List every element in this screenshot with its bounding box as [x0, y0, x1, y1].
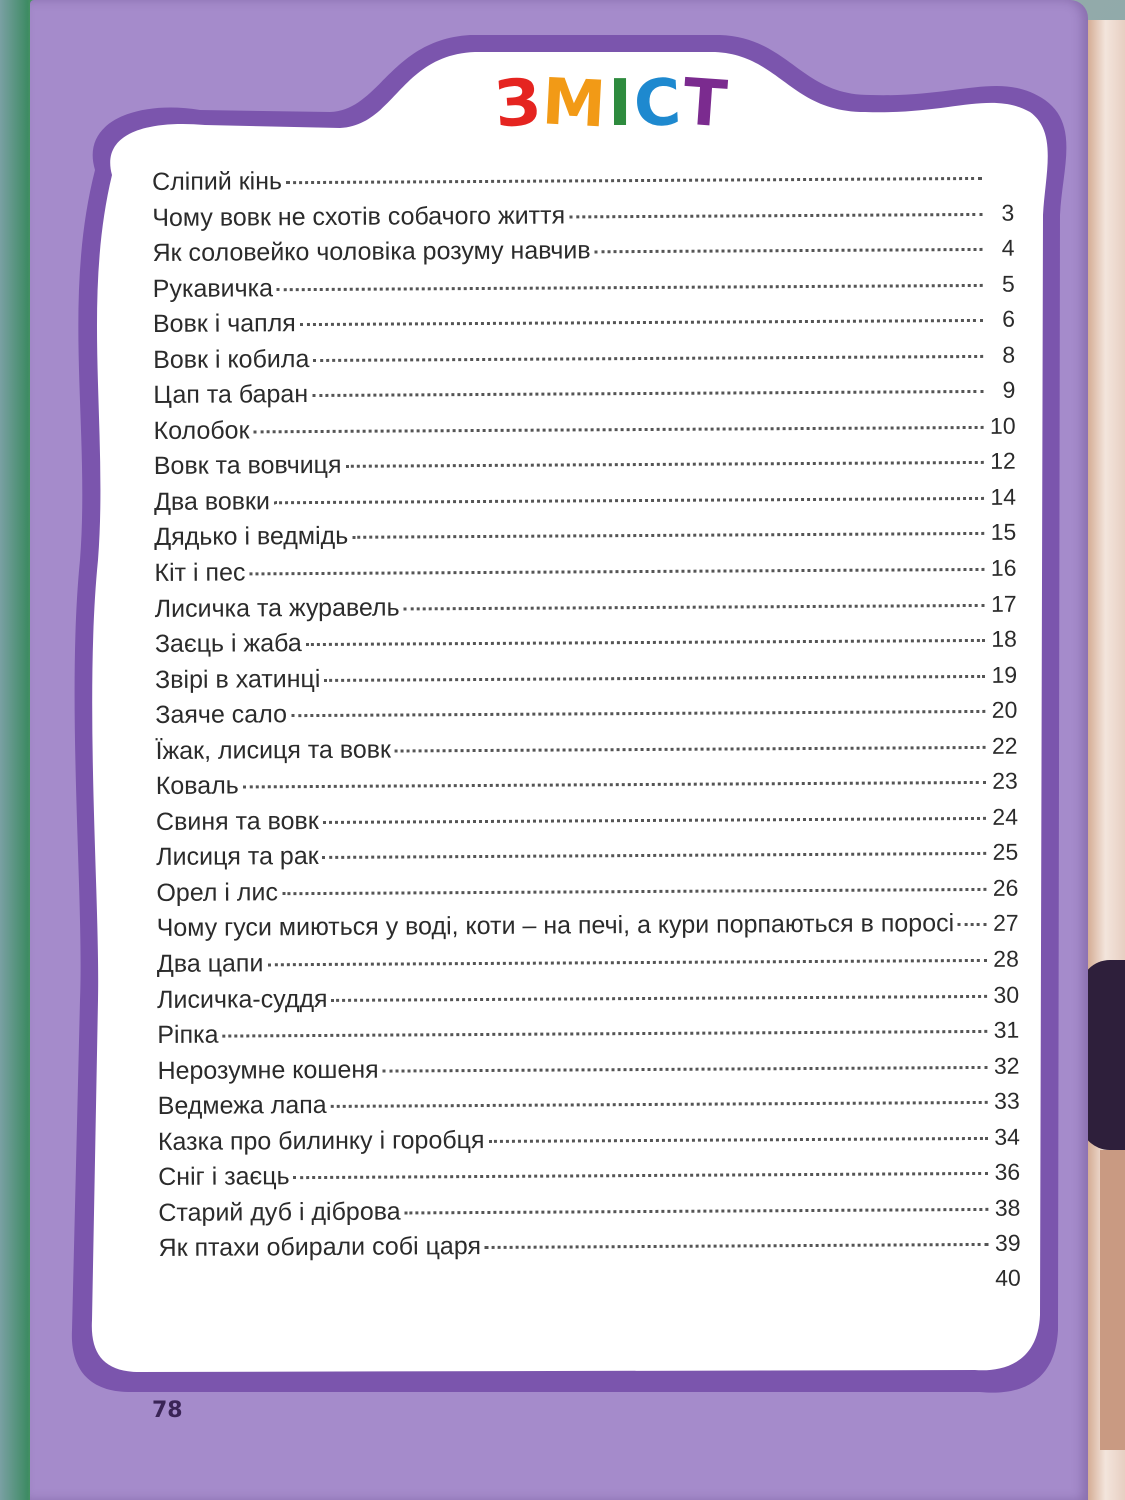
page-number: 78: [152, 1398, 183, 1423]
toc-entry-title: Колобок: [153, 416, 250, 445]
dot-leader: [267, 959, 986, 966]
toc-entry-title: Вовк та вовчиця: [153, 451, 342, 481]
toc-entry: [152, 163, 1014, 204]
dot-leader: [958, 923, 987, 926]
toc-entry: [156, 767, 1018, 808]
dot-leader: [324, 675, 985, 682]
toc-entry-page: 36: [994, 1159, 1021, 1186]
toc-entry: [153, 269, 1015, 310]
toc-entry: [152, 198, 1014, 239]
toc-entry-page: 20: [991, 696, 1018, 724]
title-letter: С: [632, 65, 685, 143]
toc-entry: [154, 554, 1016, 595]
toc-entry-title: Чому гуси миються у воді, коти – на печі, а кури порпаються в поросі: [156, 909, 955, 943]
toc-entry: [155, 589, 1017, 630]
toc-entry-title: Вовк і чапля: [152, 309, 296, 339]
toc-entry-page: 40: [995, 1264, 1021, 1291]
toc-entry-page: 32: [993, 1052, 1020, 1079]
toc-entry-title: Вовк і кобила: [153, 344, 310, 374]
toc-entry-page: 24: [992, 803, 1019, 830]
toc-entry-page: 3: [1001, 199, 1015, 226]
toc-entry-title: Дядько і ведмідь: [154, 522, 349, 552]
toc-entry-page: 23: [992, 768, 1018, 795]
toc-entry-title: Ріпка: [157, 1020, 219, 1050]
toc-entry-title: Свиня та вовк: [155, 806, 319, 836]
toc-entry-title: Казка про билинку і горобця: [157, 1125, 485, 1156]
dot-leader: [313, 355, 983, 362]
dot-leader: [300, 319, 983, 326]
toc-entry-title: Старий дуб і діброва: [158, 1197, 401, 1227]
toc-entry: [156, 874, 1018, 915]
toc-entry-title: Лисичка-суддя: [156, 984, 328, 1014]
toc-entry-page: 27: [992, 910, 1019, 937]
toc-entry: [157, 909, 1019, 950]
toc-entry: [157, 1051, 1019, 1092]
toc-entry: [155, 660, 1017, 701]
toc-entry: [154, 447, 1016, 488]
toc-entry-title: Два вовки: [153, 487, 270, 516]
toc-entry: [158, 1158, 1020, 1199]
toc-entry-page: 16: [990, 554, 1017, 581]
toc-entry-title: Сніг і заєць: [158, 1162, 290, 1192]
toc-entry-title: Лисиця та рак: [156, 842, 319, 872]
dot-leader: [306, 639, 985, 646]
toc-entry: [157, 1016, 1019, 1057]
toc-entry-title: Кіт і пес: [154, 558, 246, 588]
toc-entry-title: Як птахи обирали собі царя: [158, 1232, 482, 1263]
toc-entry-title: Як соловейко чоловіка розуму навчив: [152, 236, 591, 268]
toc-entry-page: 17: [991, 590, 1017, 617]
dot-leader: [332, 994, 988, 1001]
toc-entry-title: Рукавичка: [152, 273, 274, 303]
dot-leader: [352, 532, 984, 539]
dot-leader: [485, 1243, 989, 1249]
dot-leader: [323, 852, 987, 859]
toc-entry-title: Сліпий кінь: [152, 167, 283, 196]
dot-leader: [291, 710, 985, 717]
toc-entry: [155, 625, 1017, 666]
toc-entry-title: Лисичка та журавель: [154, 593, 400, 623]
dot-leader: [331, 1101, 988, 1108]
toc-entry-page: 15: [990, 519, 1017, 546]
dot-leader: [323, 817, 986, 824]
toc-entry-title: Орел і лис: [156, 878, 279, 907]
dot-leader: [274, 497, 984, 504]
dot-leader: [345, 461, 983, 468]
toc-entry: [153, 305, 1015, 346]
dot-leader: [488, 1137, 987, 1143]
dot-leader: [249, 568, 984, 575]
dot-leader: [286, 177, 982, 184]
dot-leader: [405, 1208, 989, 1215]
toc-entry-page: 12: [990, 448, 1016, 475]
title-letter: М: [540, 65, 611, 143]
toc-entry-page: 14: [990, 483, 1017, 510]
dot-leader: [569, 212, 982, 218]
toc-entry: [158, 1122, 1020, 1163]
toc-entry: [156, 838, 1018, 879]
toc-entry: [152, 234, 1014, 275]
toc-entry-page: 38: [994, 1194, 1021, 1221]
toc-entry: [158, 1194, 1020, 1235]
toc-entry-title: Нерозумне кошеня: [157, 1055, 379, 1085]
dot-leader: [253, 426, 983, 433]
toc-entry-page: 6: [1002, 305, 1016, 332]
toc-entry-page: 33: [994, 1087, 1020, 1115]
toc-entry-page: 19: [991, 661, 1018, 688]
toc-entry-title: Коваль: [155, 771, 239, 801]
dot-leader: [395, 746, 986, 753]
toc-entry-title: Цап та баран: [153, 380, 309, 410]
toc-entry-title: Заяче сало: [155, 700, 288, 730]
toc-entry-title: Заєць і жаба: [154, 629, 302, 659]
toc-entry-title: Два цапи: [156, 949, 264, 979]
dot-leader: [243, 781, 986, 789]
toc-entry-page: 5: [1001, 270, 1015, 297]
title-letter: З: [492, 65, 545, 143]
toc-entry-page: 30: [993, 981, 1020, 1008]
dot-leader: [404, 603, 985, 610]
toc-entry-page: 9: [1002, 377, 1016, 404]
toc-entry-page: 31: [993, 1016, 1020, 1043]
toc-entry-page: 28: [993, 945, 1019, 972]
dot-leader: [312, 390, 983, 397]
toc-entry: [159, 1229, 1021, 1270]
toc-entry: [159, 1265, 1021, 1306]
title-letter: І: [608, 67, 634, 141]
toc-entry-page: 34: [994, 1123, 1021, 1150]
title-letter: Т: [680, 65, 732, 143]
dot-leader: [222, 1030, 987, 1038]
toc-entry: [157, 945, 1019, 986]
toc-entry-page: 22: [991, 732, 1018, 759]
toc-entry: [157, 980, 1019, 1021]
toc-entry-page: 4: [1001, 234, 1015, 261]
toc-entry-title: Чому вовк не схотів собачого життя: [152, 201, 566, 232]
toc-entry: [155, 731, 1017, 772]
toc-entry: [153, 376, 1015, 417]
toc-entry-title: Ведмежа лапа: [157, 1091, 327, 1121]
toc-entry-page: 10: [989, 412, 1016, 439]
dot-leader: [383, 1066, 988, 1073]
toc-entry-title: Звірі в хатинці: [155, 664, 321, 694]
dot-leader: [595, 248, 983, 253]
toc-entry-page: 8: [1002, 341, 1016, 368]
toc-entry: [153, 340, 1015, 381]
table-of-contents: [152, 163, 1021, 1306]
toc-entry: [155, 696, 1017, 737]
toc-entry-page: 18: [991, 625, 1017, 652]
toc-entry: [154, 483, 1016, 524]
dot-leader: [282, 888, 986, 895]
toc-entry-page: 39: [994, 1230, 1021, 1257]
toc-entry: [158, 1087, 1020, 1128]
toc-entry-page: 26: [992, 874, 1019, 901]
toc-entry: [156, 803, 1018, 844]
toc-entry: [154, 518, 1016, 559]
contents-title: [492, 65, 732, 143]
toc-entry-page: 25: [992, 839, 1019, 866]
dot-leader: [277, 284, 983, 291]
dot-leader: [294, 1172, 989, 1179]
toc-entry-title: Їжак, лисиця та вовк: [155, 735, 392, 765]
toc-entry: [154, 412, 1016, 453]
